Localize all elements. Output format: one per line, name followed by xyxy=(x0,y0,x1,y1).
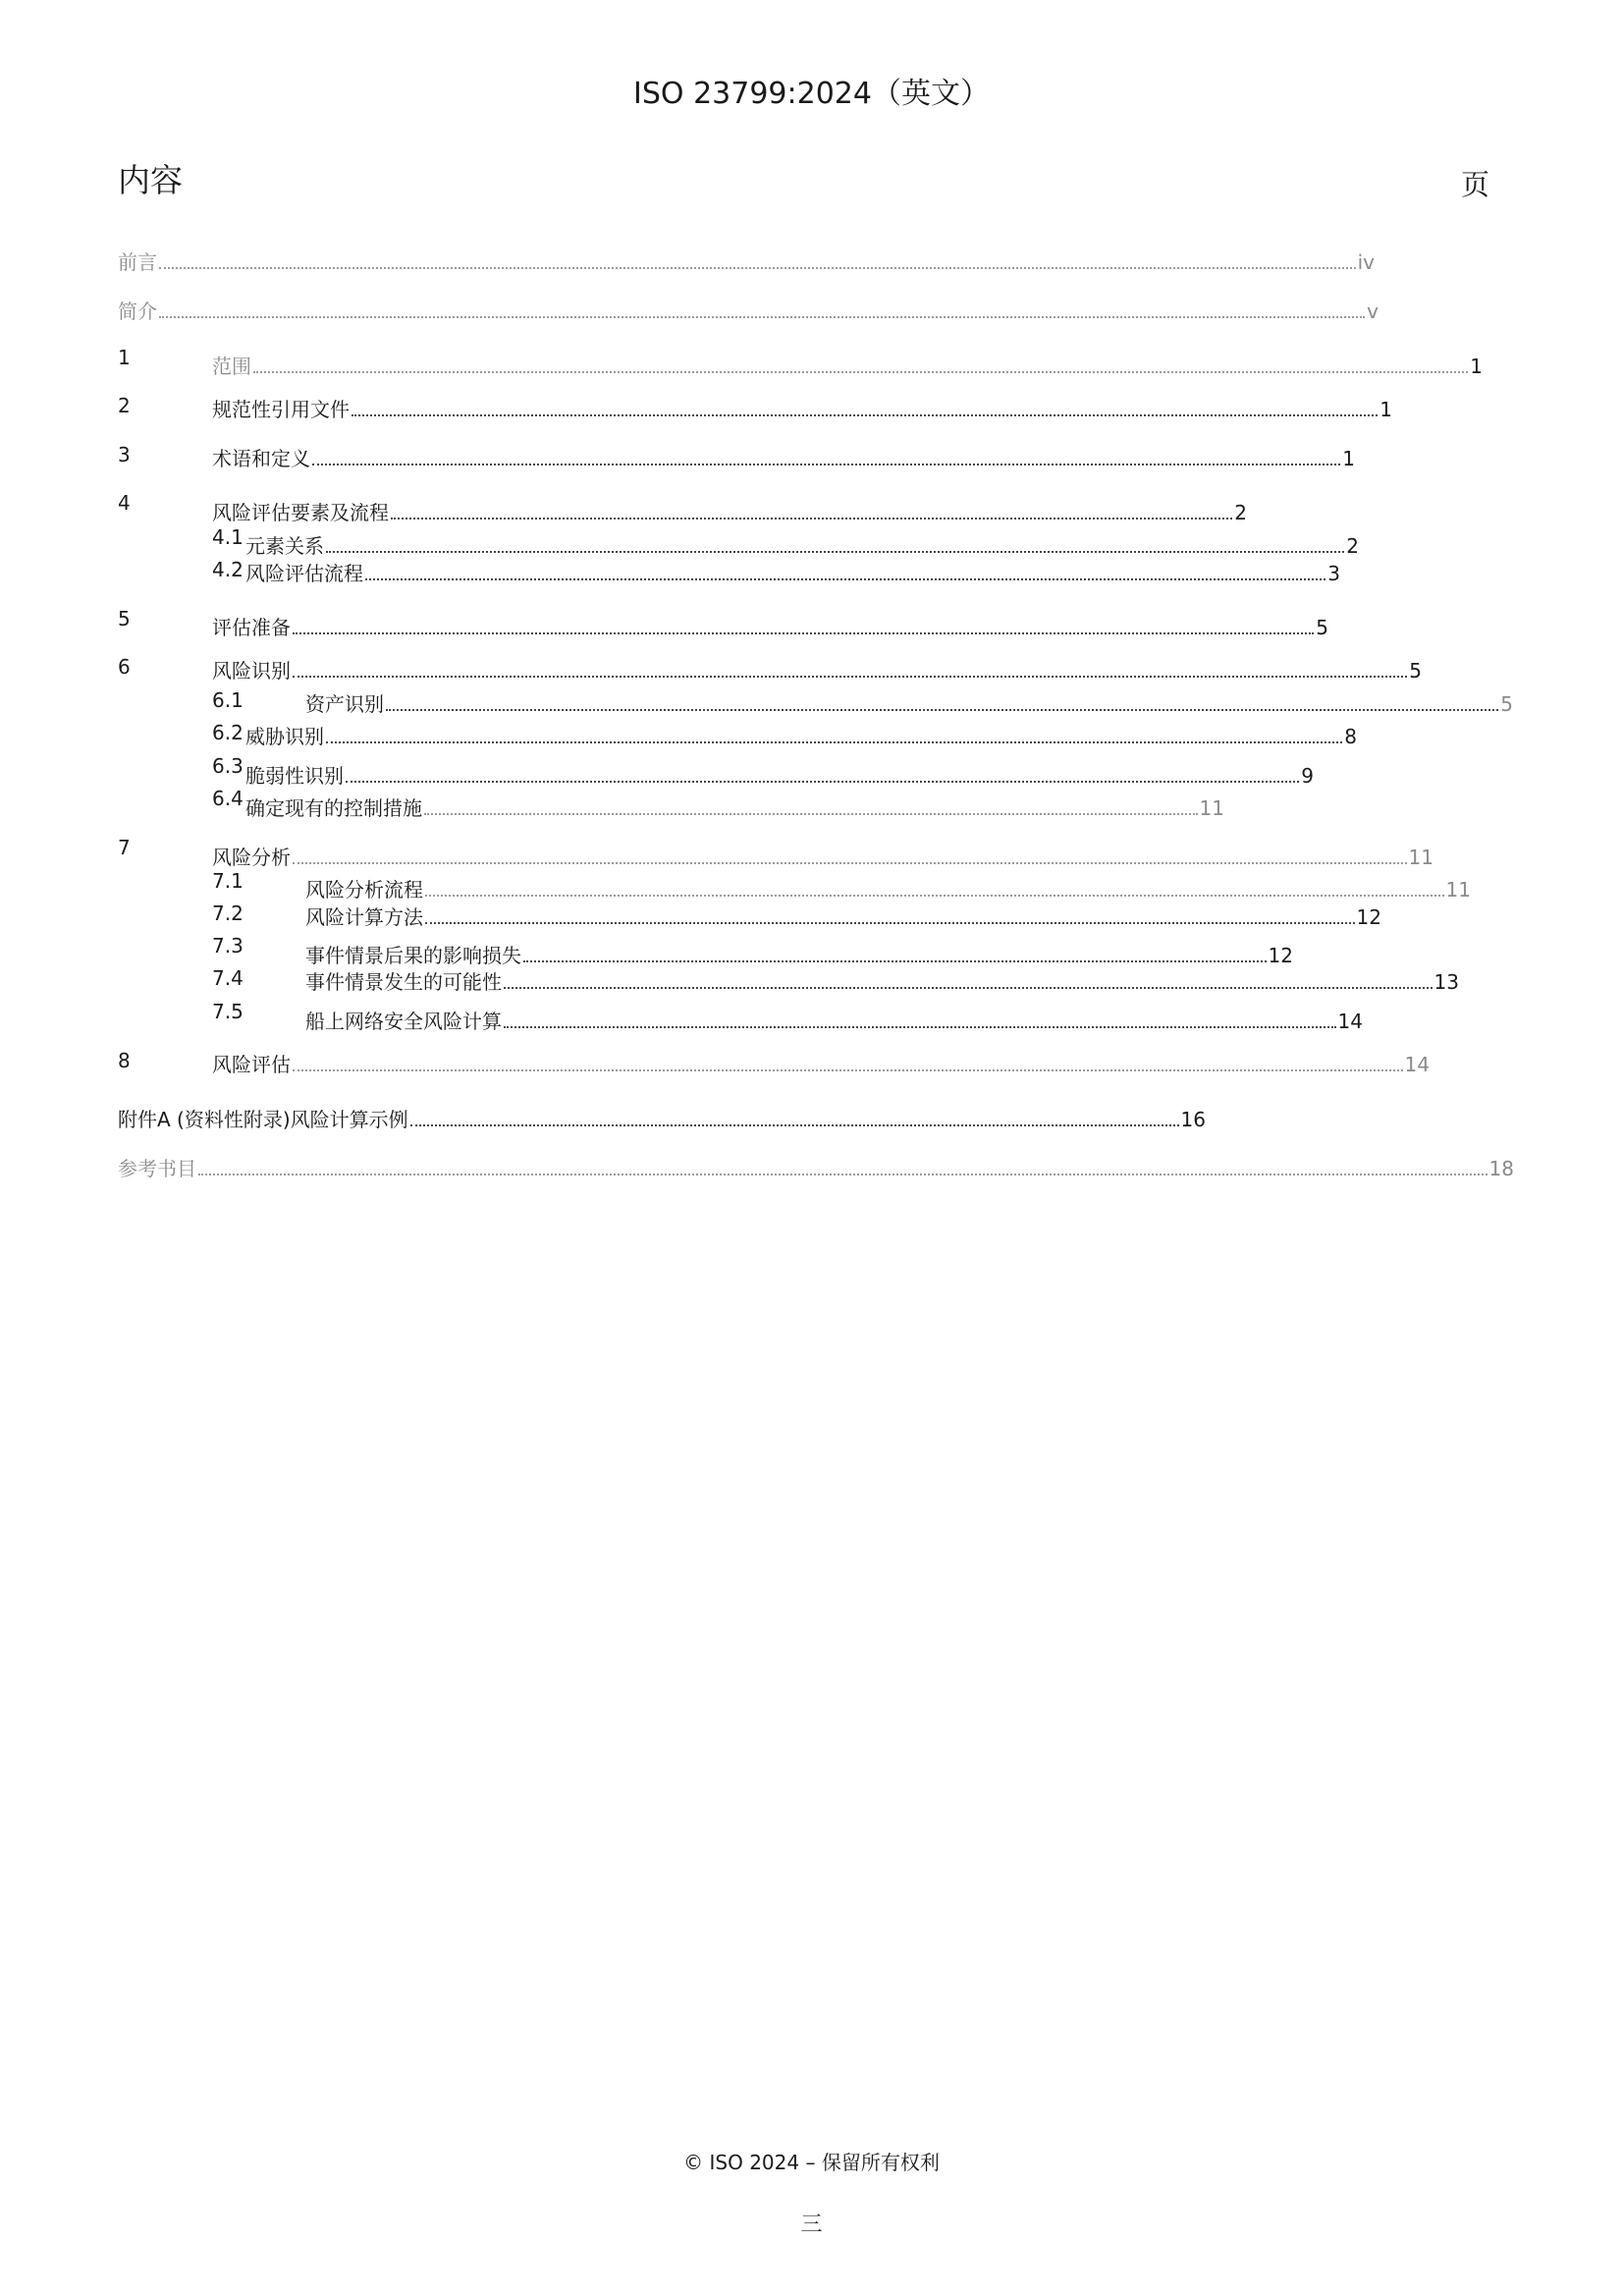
toc-entry-foreword[interactable] xyxy=(118,246,1375,275)
toc-entry-text: 资产识别 xyxy=(305,692,384,716)
section-number: 2 xyxy=(118,394,131,417)
toc-entry-text: 风险识别 xyxy=(212,659,291,683)
toc-entry-page: 14 xyxy=(1404,1053,1430,1076)
toc-entry-bibliography[interactable] xyxy=(118,1153,1514,1181)
toc-entry-text: 事件情景发生的可能性 xyxy=(305,970,502,994)
toc-entry-page: 11 xyxy=(1408,846,1434,869)
toc-entry-risk-assessment-process[interactable] xyxy=(245,558,1340,586)
toc-entry-existing-controls[interactable] xyxy=(245,793,1224,821)
dot-leader xyxy=(326,551,1344,553)
dot-leader xyxy=(352,414,1378,416)
toc-entry-page: 1 xyxy=(1342,447,1355,470)
toc-entry-normative-references[interactable] xyxy=(212,394,1392,422)
toc-entry-page: 5 xyxy=(1500,692,1513,716)
toc-entry-text: 参考书目 xyxy=(118,1157,196,1180)
toc-entry-text: 范围 xyxy=(212,355,251,378)
toc-entry-text: 事件情景后果的影响损失 xyxy=(305,944,521,967)
dot-leader xyxy=(159,316,1365,318)
toc-entry-introduction[interactable] xyxy=(118,296,1379,324)
document-header: ISO 23799:2024（英文） xyxy=(633,77,990,111)
section-number: 1 xyxy=(118,346,131,369)
toc-entry-terms-definitions[interactable] xyxy=(212,443,1355,471)
dot-leader xyxy=(293,676,1407,678)
subsection-number: 4.2 xyxy=(212,558,243,581)
toc-entry-text: 风险分析流程 xyxy=(305,878,423,902)
toc-entry-asset-identification[interactable] xyxy=(305,688,1513,717)
toc-entry-text: 简介 xyxy=(118,300,157,323)
toc-entry-risk-analysis-process[interactable] xyxy=(305,874,1471,902)
toc-entry-page: v xyxy=(1367,300,1379,323)
dot-leader xyxy=(253,371,1468,373)
section-number: 5 xyxy=(118,607,131,630)
toc-entry-page: 5 xyxy=(1316,616,1328,639)
dot-leader xyxy=(504,987,1433,989)
toc-entry-assessment-preparation[interactable] xyxy=(212,612,1328,640)
toc-entry-page: 11 xyxy=(1445,878,1471,902)
dot-leader xyxy=(424,813,1198,815)
toc-entry-text: 脆弱性识别 xyxy=(245,764,344,788)
toc-entry-page: 11 xyxy=(1199,796,1224,820)
toc-entry-risk-identification[interactable] xyxy=(212,655,1422,683)
subsection-number: 7.5 xyxy=(212,1000,243,1023)
toc-entry-page: 18 xyxy=(1488,1157,1514,1180)
section-number: 3 xyxy=(118,443,131,466)
dot-leader xyxy=(504,1026,1336,1028)
dot-leader xyxy=(293,862,1407,864)
toc-entry-text: 评估准备 xyxy=(212,616,291,639)
section-number: 8 xyxy=(118,1049,131,1072)
toc-title: 内容 xyxy=(118,161,183,199)
toc-entry-text: 风险计算方法 xyxy=(305,905,423,929)
toc-entry-text: 风险评估流程 xyxy=(245,562,363,585)
toc-entry-text: 船上网络安全风险计算 xyxy=(305,1010,502,1033)
dot-leader xyxy=(293,1069,1403,1071)
toc-entry-risk-analysis[interactable] xyxy=(212,842,1434,870)
toc-entry-page: 8 xyxy=(1344,725,1357,748)
toc-entry-text: 威胁识别 xyxy=(245,725,324,748)
toc-entry-vulnerability-identification[interactable] xyxy=(245,760,1314,789)
dot-leader xyxy=(159,267,1356,269)
toc-entry-likelihood[interactable] xyxy=(305,966,1459,995)
toc-entry-page: 12 xyxy=(1268,944,1293,967)
toc-entry-page: iv xyxy=(1357,250,1375,274)
toc-entry-text: 风险评估要素及流程 xyxy=(212,501,389,524)
toc-entry-text: 前言 xyxy=(118,250,157,274)
toc-entry-page: 2 xyxy=(1234,501,1247,524)
section-number: 7 xyxy=(118,836,131,859)
toc-entry-page: 2 xyxy=(1346,534,1359,558)
section-number: 4 xyxy=(118,491,131,515)
toc-entry-page: 1 xyxy=(1380,398,1392,421)
toc-entry-page: 14 xyxy=(1337,1010,1363,1033)
subsection-number: 7.2 xyxy=(212,902,243,925)
toc-entry-text: 风险分析 xyxy=(212,846,291,869)
subsection-number: 7.3 xyxy=(212,934,243,957)
subsection-number: 6.4 xyxy=(212,787,243,810)
toc-entry-text: 元素关系 xyxy=(245,534,324,558)
toc-entry-page: 1 xyxy=(1470,355,1483,378)
toc-entry-risk-assessment-elements[interactable] xyxy=(212,497,1247,525)
toc-entry-page: 13 xyxy=(1434,970,1459,994)
subsection-number: 4.1 xyxy=(212,525,243,549)
toc-entry-text: 风险评估 xyxy=(212,1053,291,1076)
toc-entry-text: 附件A (资料性附录)风险计算示例 xyxy=(118,1108,408,1131)
toc-entry-text: 确定现有的控制措施 xyxy=(245,796,422,820)
toc-entry-threat-identification[interactable] xyxy=(245,721,1357,749)
toc-entry-element-relations[interactable] xyxy=(245,530,1359,559)
dot-leader xyxy=(346,781,1299,783)
dot-leader xyxy=(425,922,1355,924)
toc-entry-onboard-cyber-risk[interactable] xyxy=(305,1006,1363,1034)
toc-entry-consequence-impact[interactable] xyxy=(305,940,1293,968)
toc-entry-page: 12 xyxy=(1356,905,1381,929)
toc-entry-text: 规范性引用文件 xyxy=(212,398,350,421)
subsection-number: 6.1 xyxy=(212,688,243,712)
dot-leader xyxy=(198,1174,1488,1175)
section-number: 6 xyxy=(118,655,131,679)
page-number: 三 xyxy=(800,2213,823,2237)
toc-entry-risk-calculation-method[interactable] xyxy=(305,902,1381,930)
subsection-number: 6.3 xyxy=(212,754,243,778)
dot-leader xyxy=(365,578,1325,580)
toc-entry-page: 16 xyxy=(1180,1108,1206,1131)
copyright-notice: © ISO 2024 – 保留所有权利 xyxy=(683,2151,940,2174)
dot-leader xyxy=(326,741,1342,743)
toc-entry-annex-a[interactable] xyxy=(118,1104,1206,1132)
page-column-label: 页 xyxy=(1461,168,1490,201)
toc-entry-text: 术语和定义 xyxy=(212,447,310,470)
toc-entry-scope[interactable] xyxy=(212,351,1483,379)
toc-entry-page: 5 xyxy=(1409,659,1422,683)
subsection-number: 7.4 xyxy=(212,966,243,990)
dot-leader xyxy=(410,1124,1179,1126)
dot-leader xyxy=(391,518,1232,519)
dot-leader xyxy=(293,632,1314,634)
toc-entry-risk-evaluation[interactable] xyxy=(212,1049,1430,1077)
toc-entry-page: 9 xyxy=(1301,764,1314,788)
subsection-number: 6.2 xyxy=(212,721,243,744)
toc-entry-page: 3 xyxy=(1327,562,1340,585)
subsection-number: 7.1 xyxy=(212,869,243,893)
dot-leader xyxy=(386,709,1498,711)
dot-leader xyxy=(312,464,1340,465)
dot-leader xyxy=(523,960,1267,962)
dot-leader xyxy=(425,895,1444,897)
